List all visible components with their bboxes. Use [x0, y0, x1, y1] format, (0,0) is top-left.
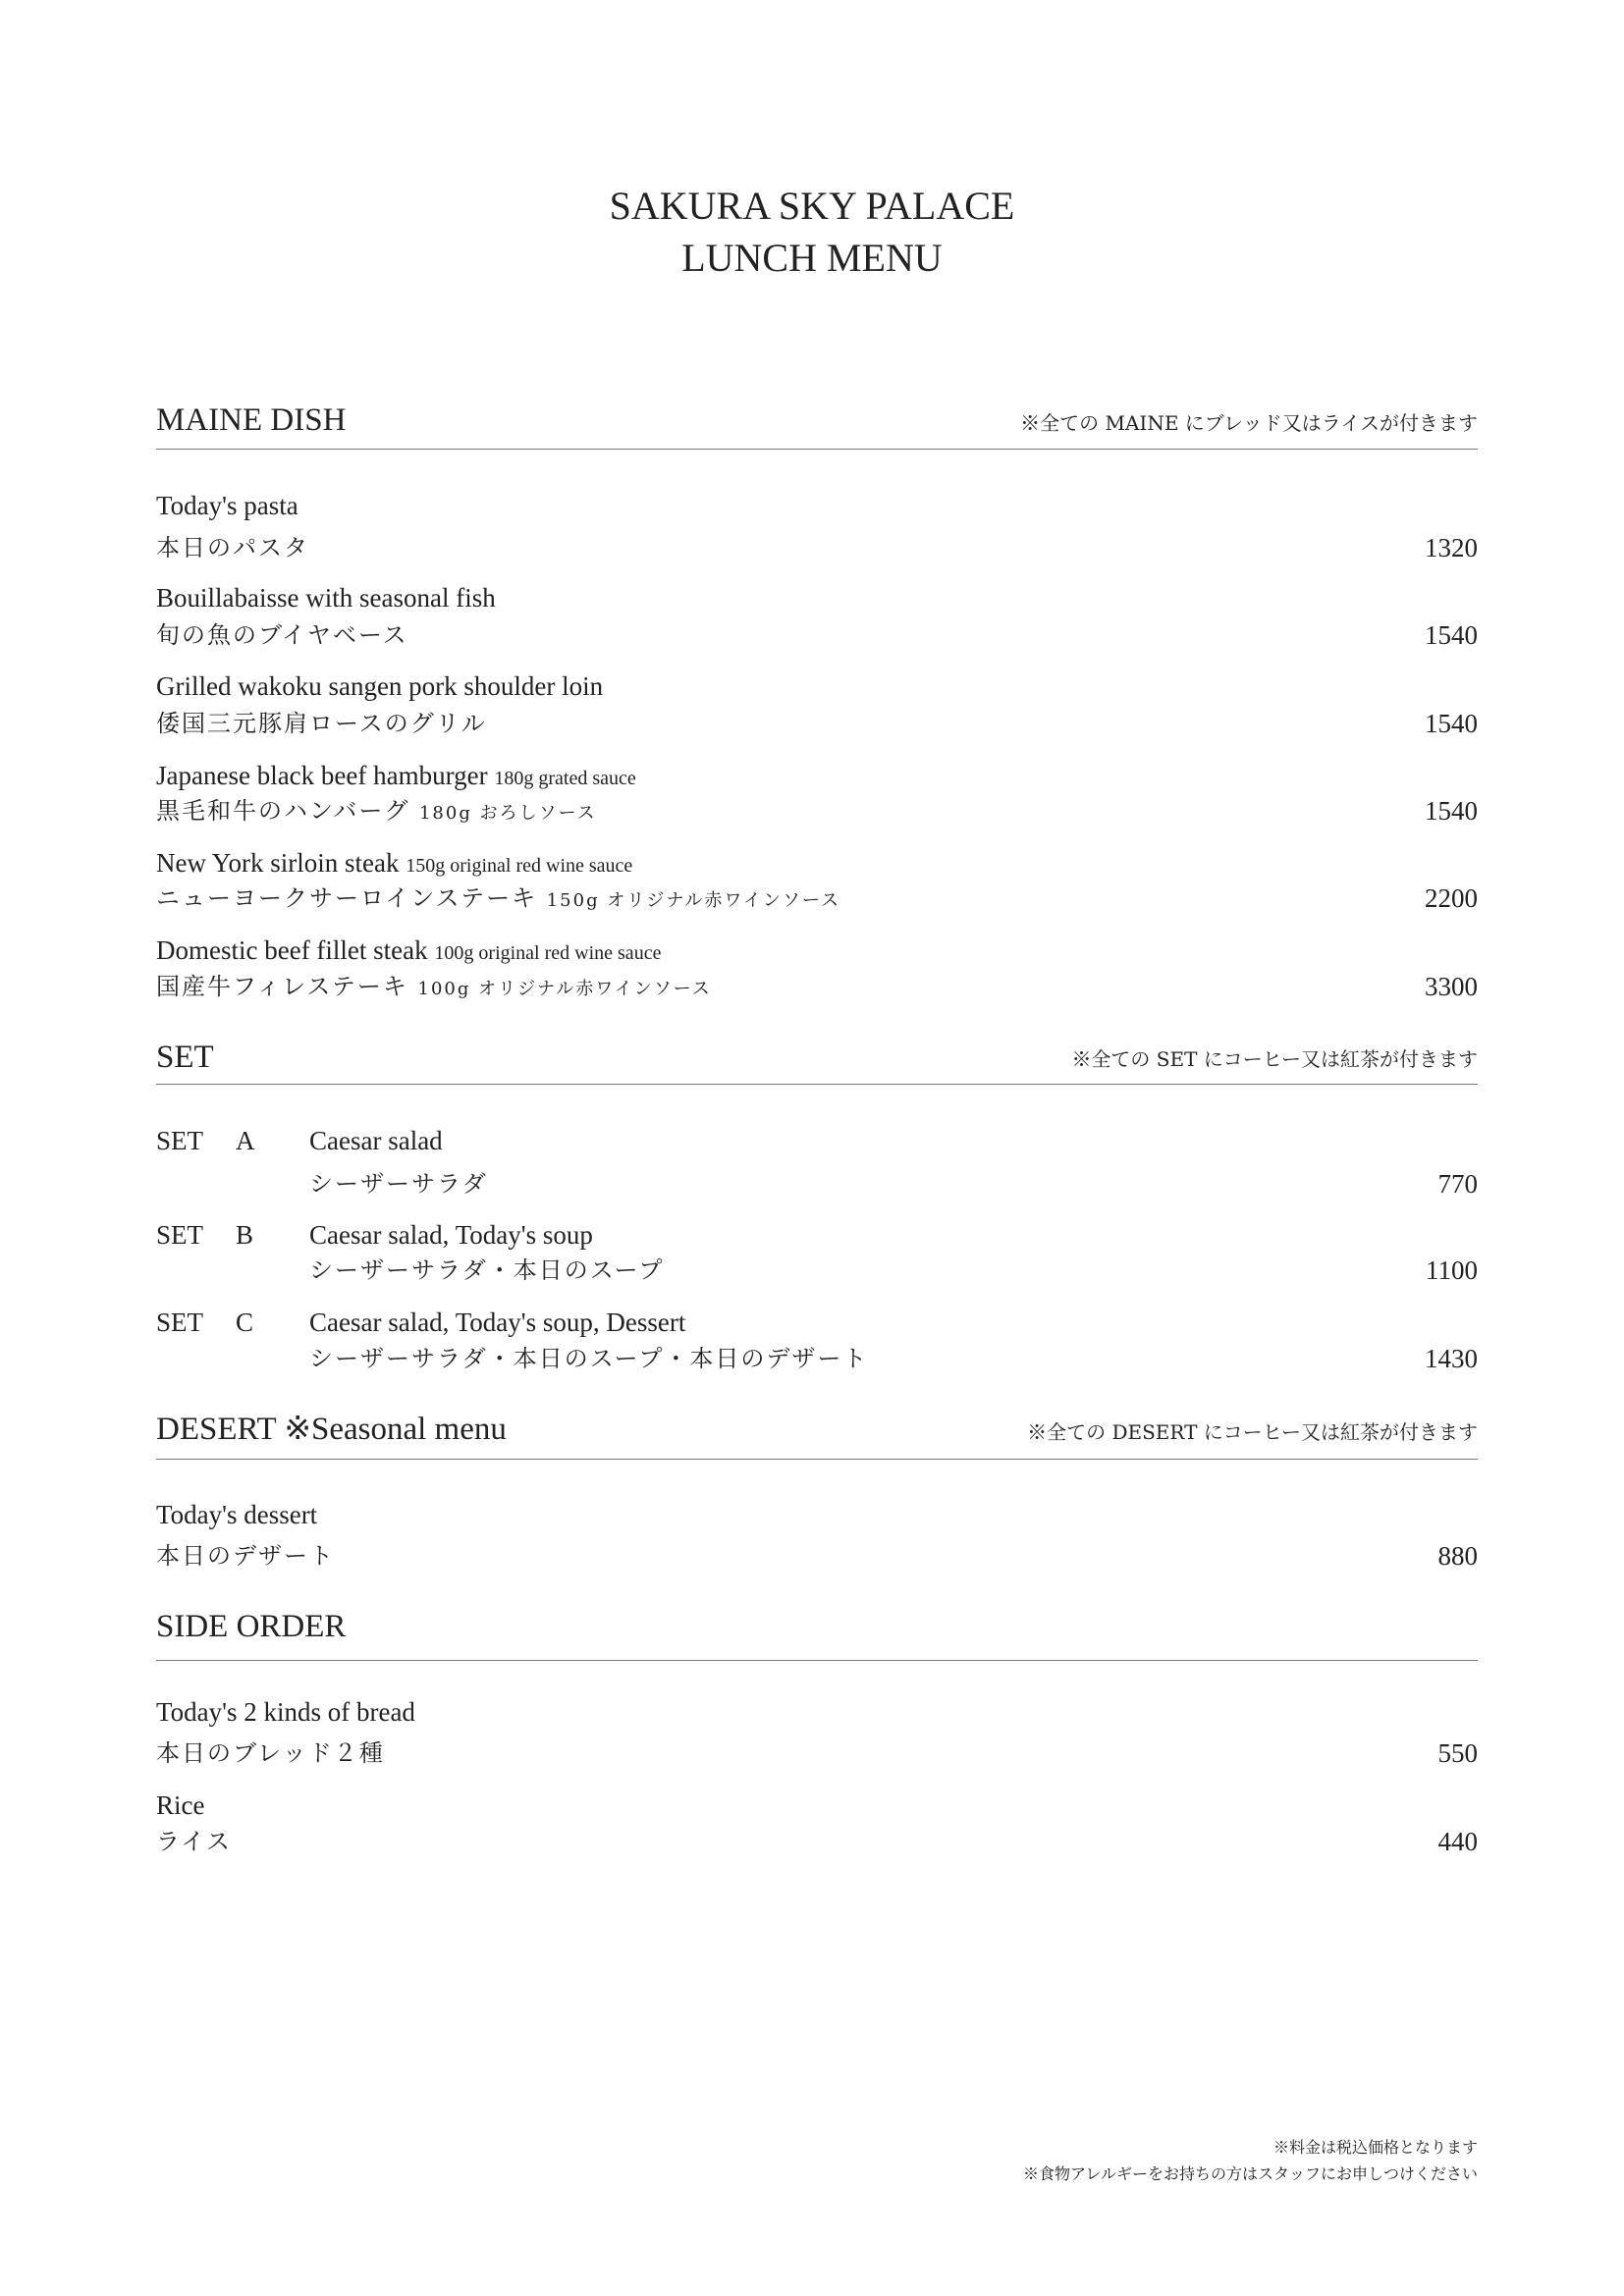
side-name-jp: ライス	[156, 1828, 233, 1855]
dish-name-en-text: Domestic beef fillet steak	[156, 935, 428, 965]
price: 2200	[1425, 883, 1478, 913]
price: 770	[1437, 1169, 1478, 1199]
price: 1540	[1425, 620, 1478, 650]
dish-detail-jp: 150g オリジナル赤ワインソース	[546, 890, 840, 911]
price: 1540	[1425, 709, 1478, 738]
price: 3300	[1425, 972, 1478, 1001]
set-label: SET	[156, 1126, 204, 1155]
set-description-jp: シーザーサラダ・本日のスープ	[309, 1256, 665, 1284]
footer-allergy-note: ※食物アレルギーをお持ちの方はスタッフにお申しつけください	[1023, 2164, 1478, 2183]
dish-name-jp-text: 国産牛フィレステーキ	[156, 973, 408, 1000]
price: 1100	[1426, 1255, 1478, 1285]
dish-detail-en: 150g original red wine sauce	[406, 855, 633, 877]
set-label: SET	[156, 1220, 204, 1250]
dish-name-en	[156, 489, 298, 522]
section-title-side-order: SIDE ORDER	[156, 1609, 347, 1644]
dish-name-jp	[156, 531, 309, 564]
dish-detail-en: 100g original red wine sauce	[434, 942, 662, 964]
price: 1540	[1425, 796, 1478, 826]
set-description-en: Caesar salad, Today's soup	[309, 1220, 593, 1250]
dish-name-jp-text: 旬の魚のブイヤベース	[156, 621, 408, 649]
dish-name-en	[156, 669, 603, 703]
price: 880	[1437, 1541, 1478, 1571]
dish-name-en-text: New York sirloin steak	[156, 848, 400, 878]
dish-name-en-text: Japanese black beef hamburger	[156, 761, 488, 790]
section-note-dessert: ※全ての DESERT にコーヒー又は紅茶が付きます	[1027, 1420, 1478, 1444]
dish-name-en-text: Grilled wakoku sangen pork shoulder loin	[156, 671, 604, 701]
divider	[156, 449, 1478, 450]
dish-detail-jp: 180g おろしソース	[418, 803, 597, 824]
set-description-en: Caesar salad	[309, 1126, 443, 1155]
side-name-en: Today's 2 kinds of bread	[156, 1697, 415, 1727]
dish-name-en	[156, 846, 632, 882]
dessert-name-en: Today's dessert	[156, 1500, 318, 1529]
set-key: B	[236, 1220, 254, 1250]
price: 440	[1437, 1827, 1478, 1856]
dish-name-jp-text: 本日のパスタ	[156, 534, 309, 561]
dish-name-jp	[156, 881, 840, 918]
divider	[156, 1084, 1478, 1085]
dish-detail-jp: 100g オリジナル赤ワインソース	[417, 979, 712, 999]
set-key: A	[236, 1126, 255, 1155]
menu-title: LUNCH MENU	[681, 236, 943, 280]
dish-name-jp-text: 黒毛和牛のハンバーグ	[156, 797, 410, 825]
price: 1430	[1425, 1344, 1478, 1373]
divider	[156, 1459, 1478, 1460]
dish-name-en	[156, 759, 636, 795]
section-note-main-dish: ※全ての MAINE にブレッド又はライスが付きます	[1020, 411, 1478, 435]
set-description-jp: シーザーサラダ・本日のスープ・本日のデザート	[309, 1345, 869, 1372]
divider	[156, 1660, 1478, 1661]
set-key: C	[236, 1308, 254, 1337]
section-note-set: ※全ての SET にコーヒー又は紅茶が付きます	[1071, 1047, 1478, 1071]
set-label: SET	[156, 1308, 204, 1337]
dish-name-jp	[156, 794, 597, 830]
dish-name-jp	[156, 970, 712, 1006]
dish-name-en-text: Bouillabaisse with seasonal fish	[156, 583, 496, 613]
dish-detail-en: 180g grated sauce	[494, 768, 636, 789]
section-title-set: SET	[156, 1040, 214, 1075]
set-description-jp: シーザーサラダ	[309, 1170, 488, 1198]
dish-name-en-text: Today's pasta	[156, 491, 298, 520]
set-description-en: Caesar salad, Today's soup, Dessert	[309, 1308, 686, 1337]
section-title-main-dish: MAINE DISH	[156, 402, 347, 438]
restaurant-name: SAKURA SKY PALACE	[609, 184, 1015, 228]
section-title-dessert: DESERT ※Seasonal menu	[156, 1412, 507, 1447]
dish-name-jp	[156, 707, 487, 740]
side-name-jp: 本日のブレッド２種	[156, 1739, 385, 1767]
price: 1320	[1425, 533, 1478, 562]
side-name-en: Rice	[156, 1790, 205, 1820]
dessert-name-jp: 本日のデザート	[156, 1542, 335, 1570]
dish-name-en	[156, 934, 661, 970]
dish-name-jp-text: 倭国三元豚肩ロースのグリル	[156, 710, 487, 737]
price: 550	[1437, 1738, 1478, 1768]
dish-name-en	[156, 581, 496, 614]
dish-name-jp	[156, 618, 408, 652]
dish-name-jp-text: ニューヨークサーロインステーキ	[156, 884, 538, 912]
footer-tax-note: ※料金は税込価格となります	[1272, 2138, 1478, 2157]
